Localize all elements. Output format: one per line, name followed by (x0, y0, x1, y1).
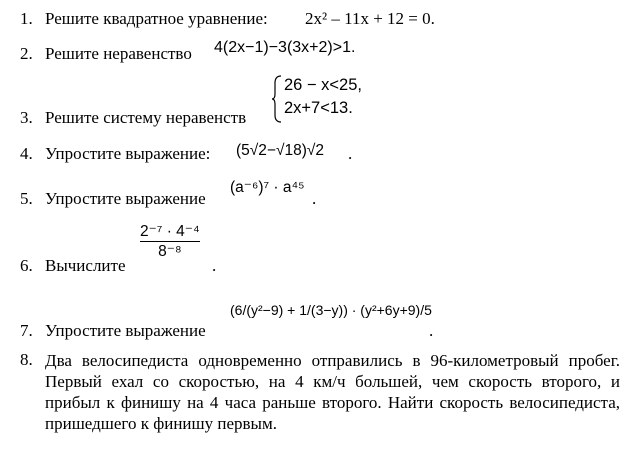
problem-text: Упростите выражение (45, 189, 206, 208)
fraction-denominator: 8⁻⁸ (158, 243, 182, 260)
math-expression: (5√2−√18)√2 (236, 142, 324, 159)
problem-text: Упростите выражение (45, 321, 206, 340)
fraction-numerator: 2⁻⁷ · 4⁻⁴ (140, 223, 200, 240)
problem-number: 7. (20, 321, 33, 340)
problem-number: 2. (20, 44, 33, 63)
word-problem-text: Два велосипедиста одновременно отправились в 96-километровый пробег. Первый ехал со скоростью, на 4 км/ч большей, чем скорость второго, и прибыл к финишу на 4 часа раньше второго. Найти скорость велосипедиста, пришедшего к финишу первым. (45, 351, 620, 433)
period: . (429, 321, 434, 340)
equation: 2x² – 11x + 12 = 0. (305, 9, 435, 28)
problem-number: 6. (20, 256, 33, 275)
problem-text: Решите квадратное уравнение: (45, 9, 268, 28)
period: . (312, 189, 317, 208)
problem-text: Решите систему неравенств (45, 108, 247, 127)
problem-text: Вычислите (45, 256, 126, 275)
period: . (348, 144, 353, 163)
problem-number: 8. (20, 350, 33, 369)
math-expression: (a⁻⁶)⁷ · a⁴⁵ (230, 179, 305, 196)
problem-number: 4. (20, 144, 33, 163)
system-line-2: 2x+7<13. (284, 99, 353, 117)
problem-text: Упростите выражение: (45, 144, 211, 163)
math-expression: (6/(y²−9) + 1/(3−y)) · (y²+6y+9)/5 (230, 302, 432, 318)
problem-number: 3. (20, 108, 33, 127)
problem-text: Решите неравенство (45, 44, 192, 63)
period: . (212, 256, 217, 275)
problem-number: 5. (20, 189, 33, 208)
problem-number: 1. (20, 9, 33, 28)
system-line-1: 26 − x<25, (284, 76, 362, 94)
math-expression: 4(2x−1)−3(3x+2)>1. (214, 39, 356, 56)
